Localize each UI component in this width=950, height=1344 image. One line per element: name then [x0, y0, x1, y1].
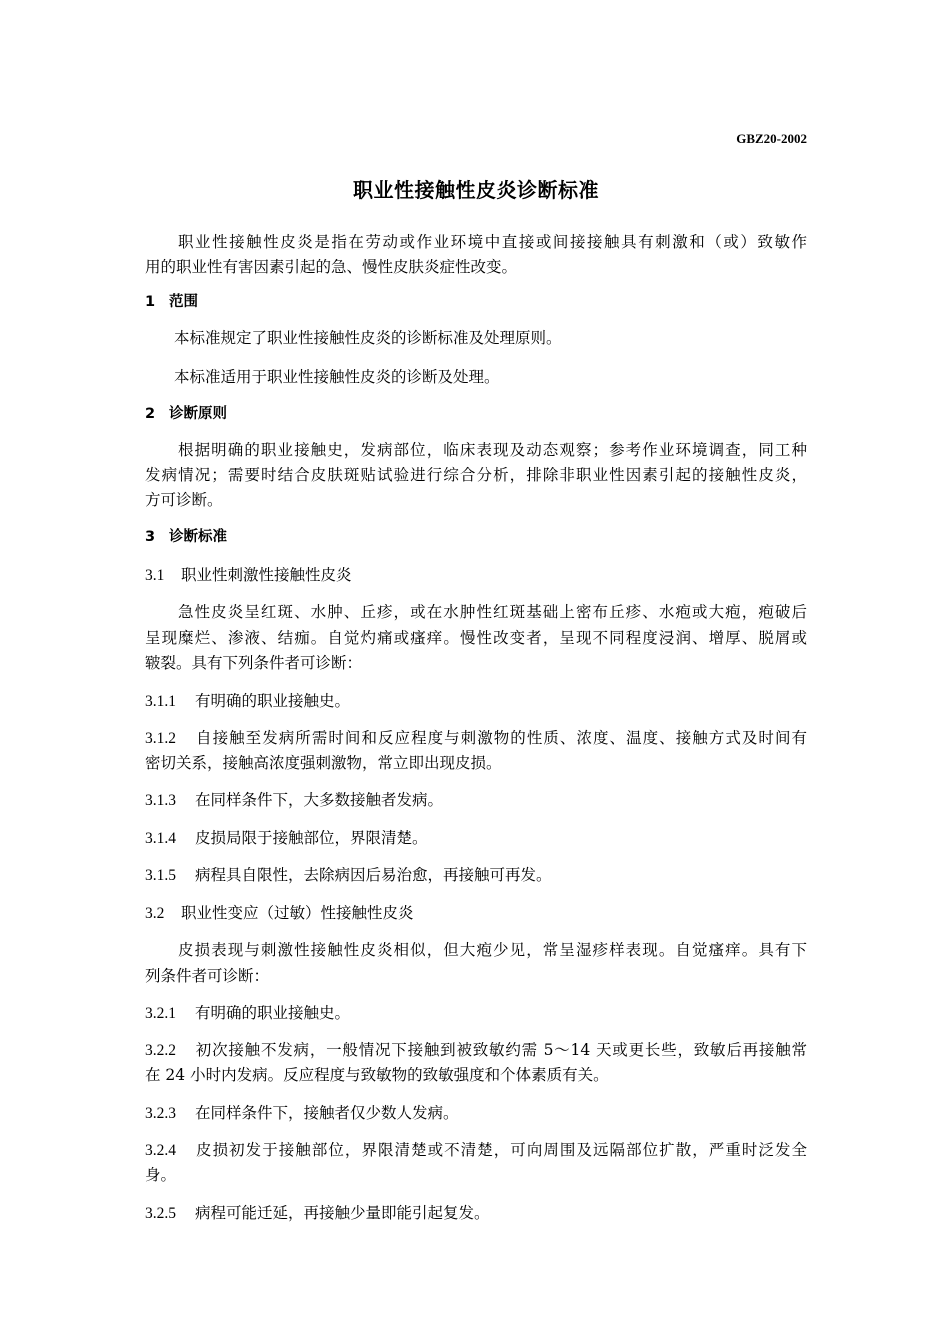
paragraph-line: 根据明确的职业接触史，发病部位，临床表现及动态观察；参考作业环境调查，同工种: [178, 441, 807, 459]
clause-3-1-4: [145, 828, 807, 849]
clause-number: 3.2.4: [145, 1142, 176, 1159]
clause-3-2-4: [145, 1140, 807, 1161]
clause-3-2-5: [145, 1203, 807, 1224]
paragraph-line: 方可诊断。: [145, 491, 223, 509]
paragraph: 本标准适用于职业性接触性皮炎的诊断及处理。: [174, 368, 500, 386]
section-number: 3: [145, 529, 156, 545]
clause-text: 病程具自限性，去除病因后易治愈，再接触可再发。: [195, 866, 552, 884]
clause-text: 有明确的职业接触史。: [195, 1004, 351, 1022]
clause-number: 3.2.3: [145, 1105, 176, 1122]
clause-text: 有明确的职业接触史。: [195, 692, 351, 710]
paragraph-line: 列条件者可诊断：: [145, 967, 270, 985]
clause-number: 3.2.1: [145, 1005, 176, 1022]
section-number: 2: [145, 406, 156, 422]
clause-number: 3.2.5: [145, 1205, 176, 1222]
clause-number: 3.1.3: [145, 792, 176, 809]
clause-3-2-3: [145, 1103, 807, 1124]
paragraph-line: 皲裂。具有下列条件者可诊断：: [145, 654, 363, 672]
page-title: 职业性接触性皮炎诊断标准: [353, 178, 599, 202]
clause-3-1-1: [145, 691, 807, 712]
paragraph: 本标准规定了职业性接触性皮炎的诊断标准及处理原则。: [174, 329, 562, 347]
clause-number: 3.1.5: [145, 867, 176, 884]
subsection-3-2-heading: [145, 903, 807, 924]
clause-text: 在同样条件下，大多数接触者发病。: [195, 791, 444, 809]
clause-number: 3.2.2: [145, 1042, 176, 1059]
subsection-number: 3.2: [145, 905, 165, 922]
clause-3-2-1: [145, 1003, 807, 1024]
subsection-3-1-heading: [145, 565, 807, 586]
clause-3-1-3: [145, 790, 807, 811]
intro-line-2: 用的职业性有害因素引起的急、慢性皮肤炎症性改变。: [145, 258, 518, 276]
section-1-heading: [145, 292, 198, 312]
clause-text: 在同样条件下，接触者仅少数人发病。: [195, 1104, 459, 1122]
paragraph-line: 呈现糜烂、渗液、结痂。自觉灼痛或瘙痒。慢性改变者，呈现不同程度浸润、增厚、脱屑或: [145, 629, 807, 647]
section-2-heading: [145, 404, 227, 424]
clause-number: 3.1.4: [145, 830, 176, 847]
section-number: 1: [145, 294, 156, 310]
clause-3-2-2: [145, 1040, 807, 1061]
clause-3-2-2-cont: 在 24 小时内发病。反应程度与致敏物的致敏强度和个体素质有关。: [145, 1066, 609, 1084]
clause-text: 初次接触不发病，一般情况下接触到被致敏约需 5～14 天或更长些，致敏后再接触常: [195, 1041, 807, 1059]
clause-text: 皮损局限于接触部位，界限清楚。: [195, 829, 428, 847]
clause-3-1-2-cont: 密切关系，接触高浓度强刺激物，常立即出现皮损。: [145, 754, 502, 772]
clause-text: 自接触至发病所需时间和反应程度与刺激物的性质、浓度、温度、接触方式及时间有: [195, 729, 807, 747]
paragraph-line: 急性皮炎呈红斑、水肿、丘疹，或在水肿性红斑基础上密布丘疹、水疱或大疱，疱破后: [178, 603, 807, 621]
clause-3-2-4-cont: 身。: [145, 1166, 177, 1184]
clause-text: 皮损初发于接触部位，界限清楚或不清楚，可向周围及远隔部位扩散，严重时泛发全: [195, 1141, 807, 1159]
section-title: 范围: [169, 294, 198, 310]
subsection-title: 职业性刺激性接触性皮炎: [181, 566, 352, 584]
section-title: 诊断原则: [169, 406, 227, 422]
standard-code: GBZ20-2002: [736, 131, 807, 146]
section-3-heading: [145, 527, 227, 547]
intro-line-1: 职业性接触性皮炎是指在劳动或作业环境中直接或间接接触具有刺激和（或）致敏作: [178, 233, 807, 251]
clause-3-1-5: [145, 865, 807, 886]
paragraph-line: 发病情况；需要时结合皮肤斑贴试验进行综合分析，排除非职业性因素引起的接触性皮炎，: [145, 466, 807, 484]
subsection-number: 3.1: [145, 567, 165, 584]
paragraph-line: 皮损表现与刺激性接触性皮炎相似，但大疱少见，常呈湿疹样表现。自觉瘙痒。具有下: [178, 941, 807, 959]
clause-number: 3.1.2: [145, 730, 176, 747]
subsection-title: 职业性变应（过敏）性接触性皮炎: [181, 904, 414, 922]
clause-number: 3.1.1: [145, 693, 176, 710]
section-title: 诊断标准: [169, 529, 227, 545]
clause-3-1-2: [145, 728, 807, 749]
clause-text: 病程可能迁延，再接触少量即能引起复发。: [195, 1204, 490, 1222]
